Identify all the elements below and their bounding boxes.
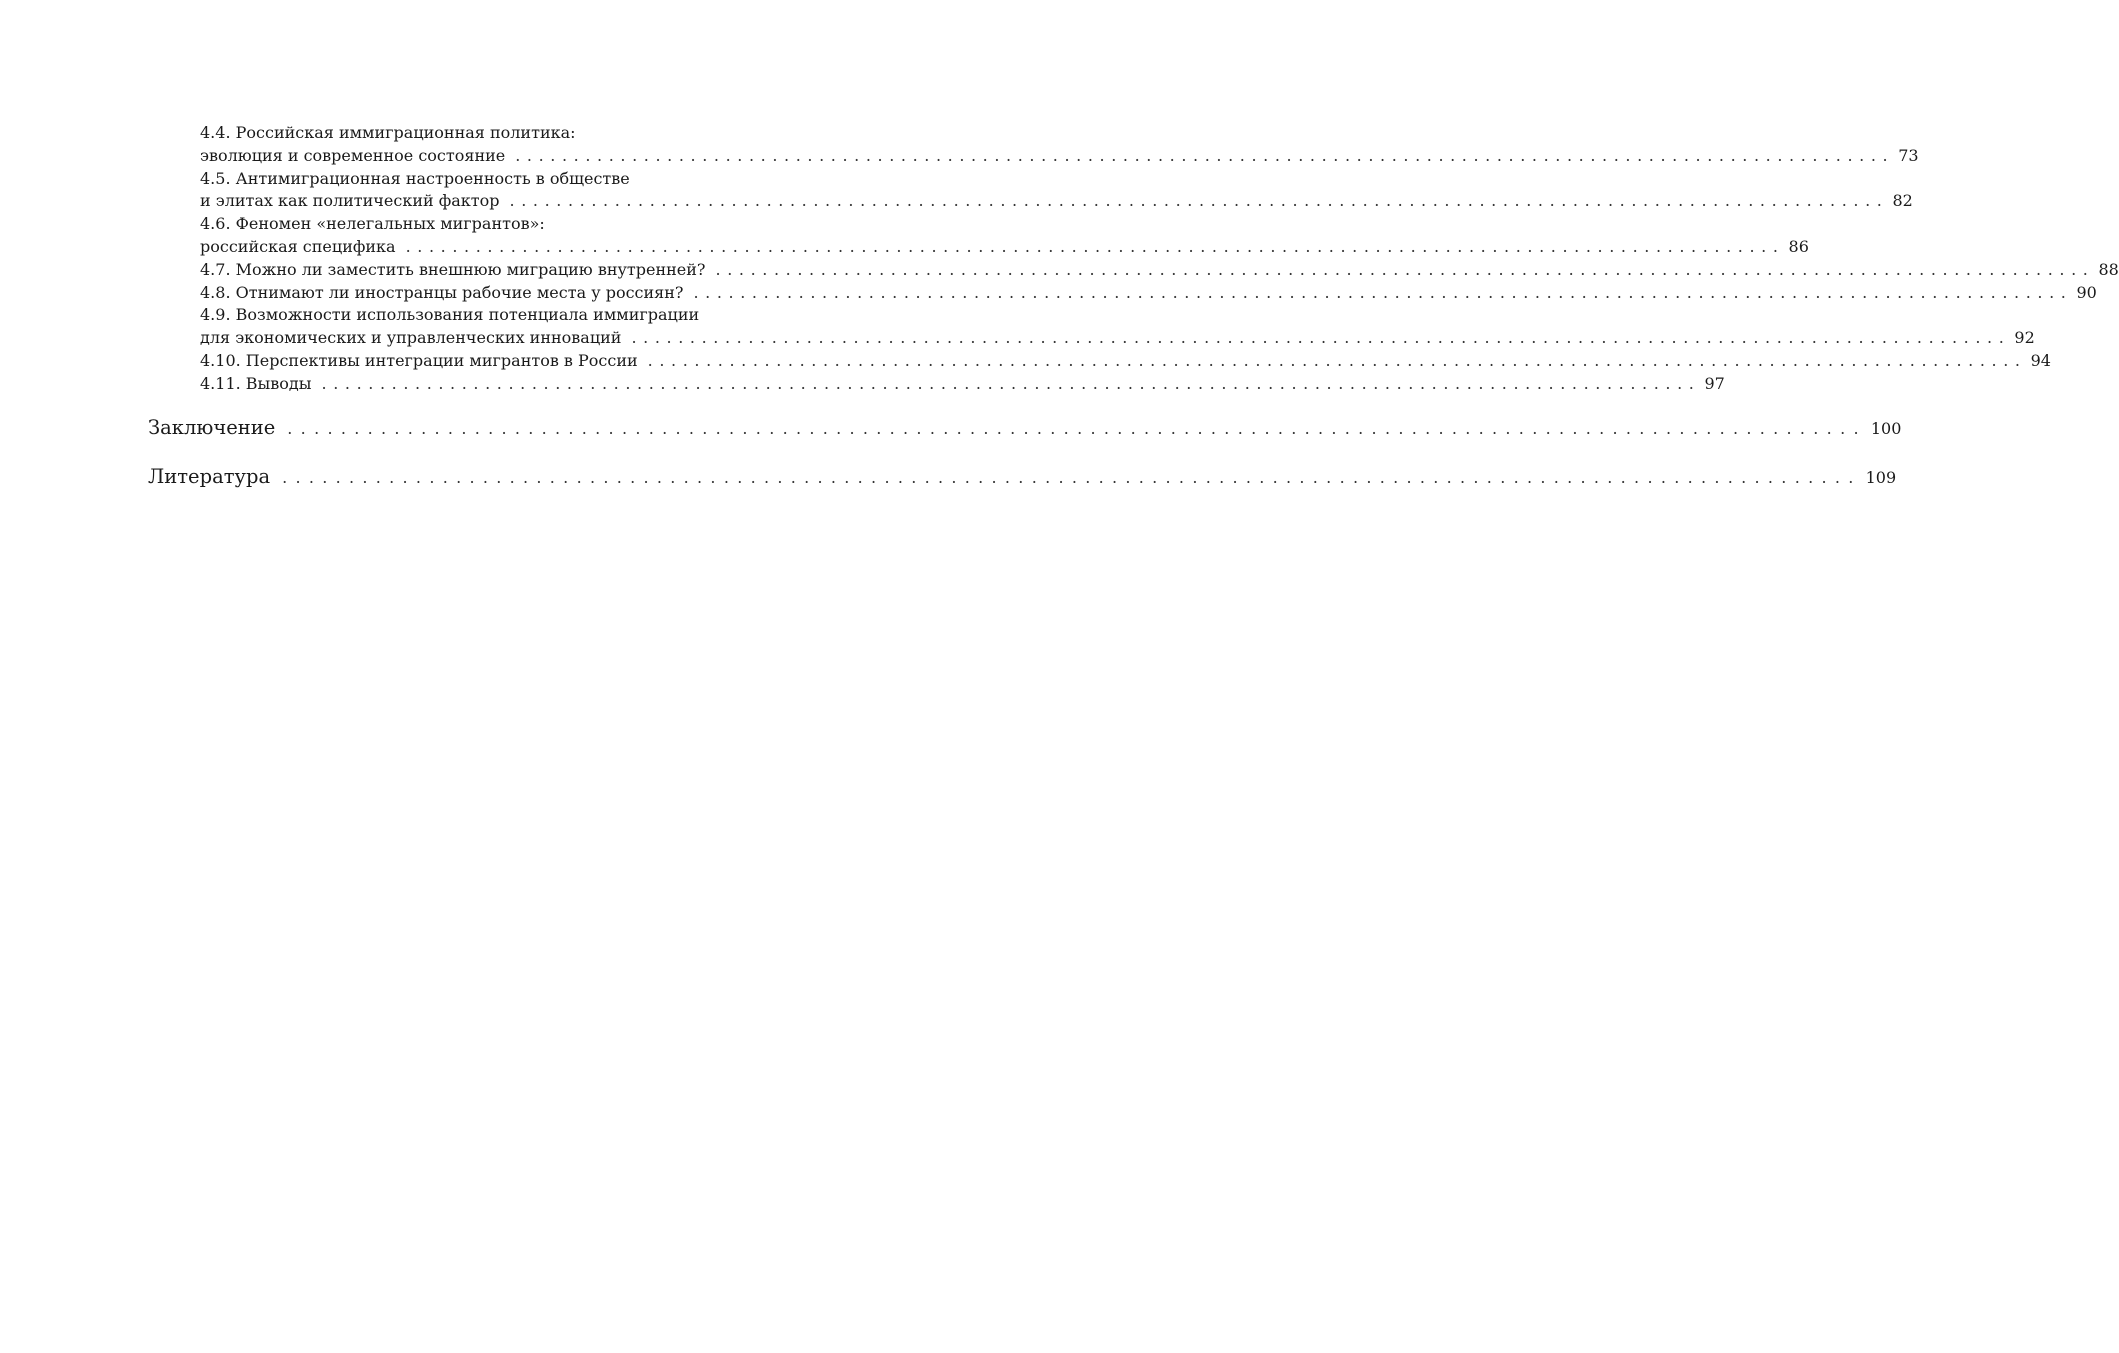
toc-entry-4-9[interactable] [200,304,2035,350]
dot-leader: ...................................................................................................................... [647,350,2027,370]
toc-entry-last-line [200,350,2051,373]
toc-entry-title-line: для экономических и управленческих инноваций [200,328,622,348]
dot-leader: ...................................................................................................................... [405,236,1785,256]
toc-page-number: 97 [1704,373,1725,393]
toc-entry-title-line: и элитах как политический фактор [200,191,500,211]
toc-entry-4-11[interactable] [200,373,1725,396]
toc-page-number: 86 [1788,236,1809,256]
toc-chapter-title: Заключение [148,415,276,439]
toc-entry-title-line: 4.9. Возможности использования потенциала иммиграции [200,305,700,325]
toc-chapter-conclusion[interactable] [148,415,1902,442]
toc-chapter-line [148,464,1897,491]
toc-entry-4-8[interactable] [200,282,2097,305]
toc-entry-title-line: 4.8. Отнимают ли иностранцы рабочие места у россиян? [200,282,684,302]
toc-entry-title-line: 4.10. Перспективы интеграции мигрантов в России [200,350,638,370]
dot-leader: ...................................................................................................................... [282,467,1862,487]
dot-leader: ...................................................................................................................... [321,373,1701,393]
toc-chapter-references[interactable] [148,464,1897,491]
toc-entry-title-line: российская специфика [200,236,396,256]
toc-page-number: 92 [2014,328,2035,348]
toc-entry-4-5[interactable] [200,168,1913,214]
toc-entry-4-4[interactable] [200,122,1919,168]
dot-leader: ...................................................................................................................... [515,145,1895,165]
toc-page-number: 90 [2076,282,2097,302]
dot-leader: ...................................................................................................................... [509,191,1889,211]
toc-entry-title-line: 4.5. Антимиграционная настроенность в обществе [200,168,630,188]
toc-entry-last-line [200,373,1725,396]
toc-page-number: 94 [2030,350,2051,370]
dot-leader: ...................................................................................................................... [631,328,2011,348]
toc-entry-last-line [200,259,2119,282]
toc-entry-title-line: 4.7. Можно ли заместить внешнюю миграцию внутренней? [200,259,706,279]
toc-page-number: 109 [1865,467,1897,487]
dot-leader: ...................................................................................................................... [715,259,2095,279]
toc-entry-last-line [200,145,1919,168]
dot-leader: ...................................................................................................................... [287,418,1867,438]
toc-entry-4-7[interactable] [200,259,2119,282]
toc-entry-last-line [200,282,2097,305]
toc-chapter-title: Литература [148,464,271,488]
toc-entry-title-line: эволюция и современное состояние [200,145,506,165]
toc-page-number: 73 [1898,145,1919,165]
toc-page-number: 82 [1892,191,1913,211]
dot-leader: ...................................................................................................................... [693,282,2073,302]
toc-entry-last-line [200,190,1913,213]
toc-entry-last-line [200,327,2035,350]
table-of-contents [148,122,2119,491]
toc-page-number: 100 [1870,418,1902,438]
toc-entry-4-6[interactable] [200,213,1809,259]
toc-page-number: 88 [2098,259,2119,279]
toc-entry-title-line: 4.4. Российская иммиграционная политика: [200,123,576,142]
toc-entry-last-line [200,236,1809,259]
toc-entry-title-line: 4.6. Феномен «нелегальных мигрантов»: [200,214,545,234]
toc-entry-title-line: 4.11. Выводы [200,373,312,393]
toc-entry-4-10[interactable] [200,350,2051,373]
toc-chapter-line [148,415,1902,442]
